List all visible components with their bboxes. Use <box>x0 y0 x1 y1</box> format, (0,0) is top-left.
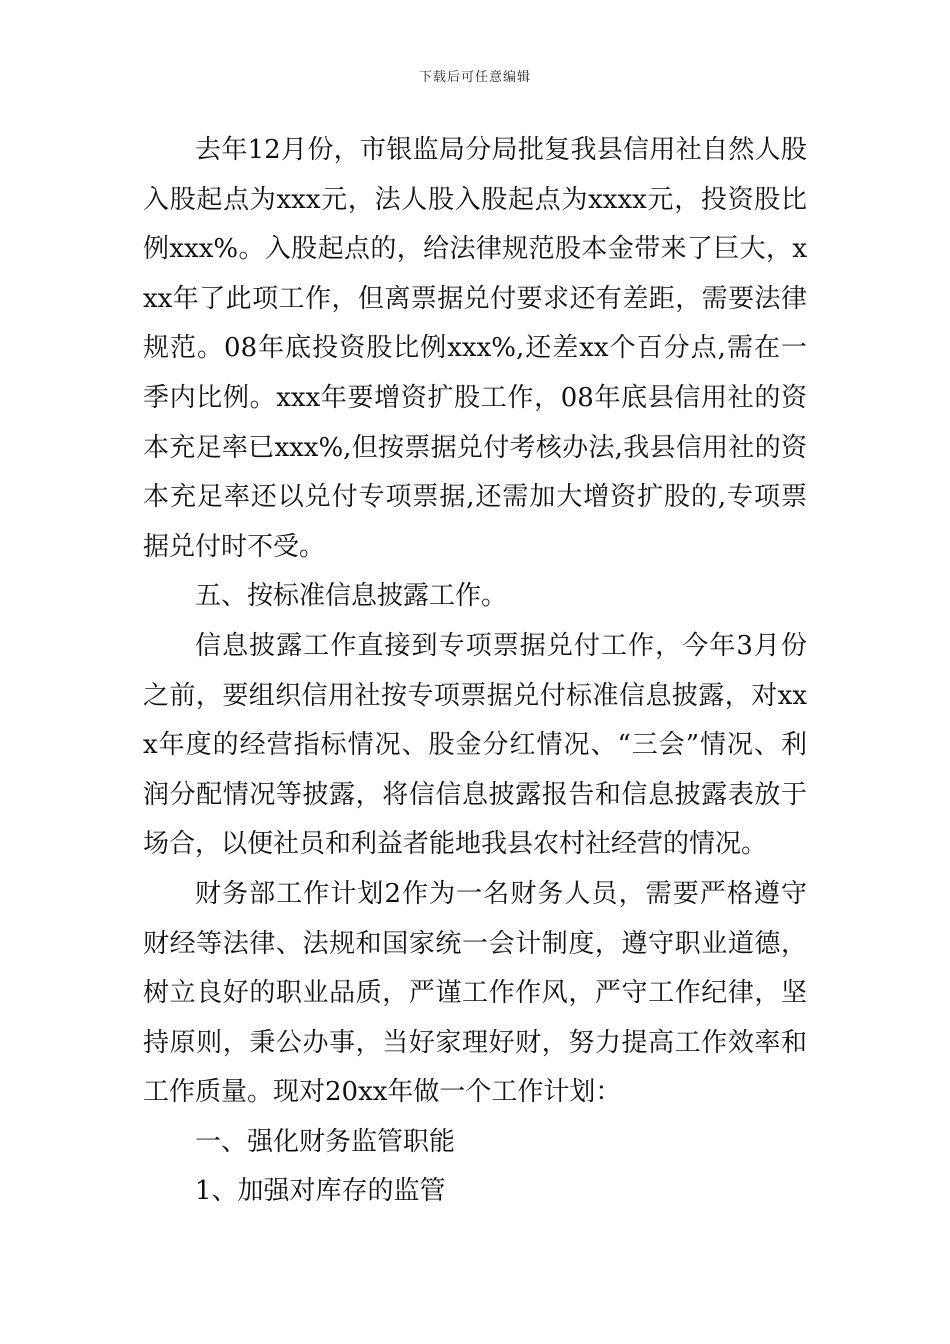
paragraph-work-plan: 财务部工作计划2作为一名财务人员，需要严格遵守财经等法律、法规和国家统一会计制度，遵守职业道德，树立良好的职业品质，严谨工作作风，严守工作纪律，坚持原则，秉公办事，当好家理好财，努力提高工作效率和工作质量。现对20xx年做一个工作计划： <box>143 878 807 1108</box>
subsection-heading-inventory: 1、加强对库存的监管 <box>195 1176 446 1207</box>
paragraph-disclosure: 信息披露工作直接到专项票据兑付工作，今年3月份之前，要组织信用社按专项票据兑付标准信息披露，对xxx年度的经营指标情况、股金分红情况、“三会”情况、利润分配情况等披露，将信信息披露报告和信息披露表放于场合，以便社员和利益者能地我县农村社经营的情况。 <box>143 630 807 860</box>
section-heading-supervision: 一、强化财务监管职能 <box>195 1126 456 1157</box>
paragraph-share-capital: 去年12月份，市银监局分局批复我县信用社自然人股入股起点为xxx元，法人股入股起点为xxxx元，投资股比例xxx%。入股起点的，给法律规范股本金带来了巨大，xxx年了此项工作，但离票据兑付要求还有差距，需要法律规范。08年底投资股比例xxx%,还差xx个百分点,需在一季内比例。xxx年要增资扩股工作，08年底县信用社的资本充足率已xxx%,但按票据兑付考核办法,我县信用社的资本充足率还以兑付专项票据,还需加大增资扩股的,专项票据兑付时不受。 <box>143 135 807 562</box>
page-header: 下载后可任意编辑 <box>418 70 531 85</box>
document-body <box>143 126 807 1217</box>
section-heading-disclosure: 五、按标准信息披露工作。 <box>195 581 508 612</box>
